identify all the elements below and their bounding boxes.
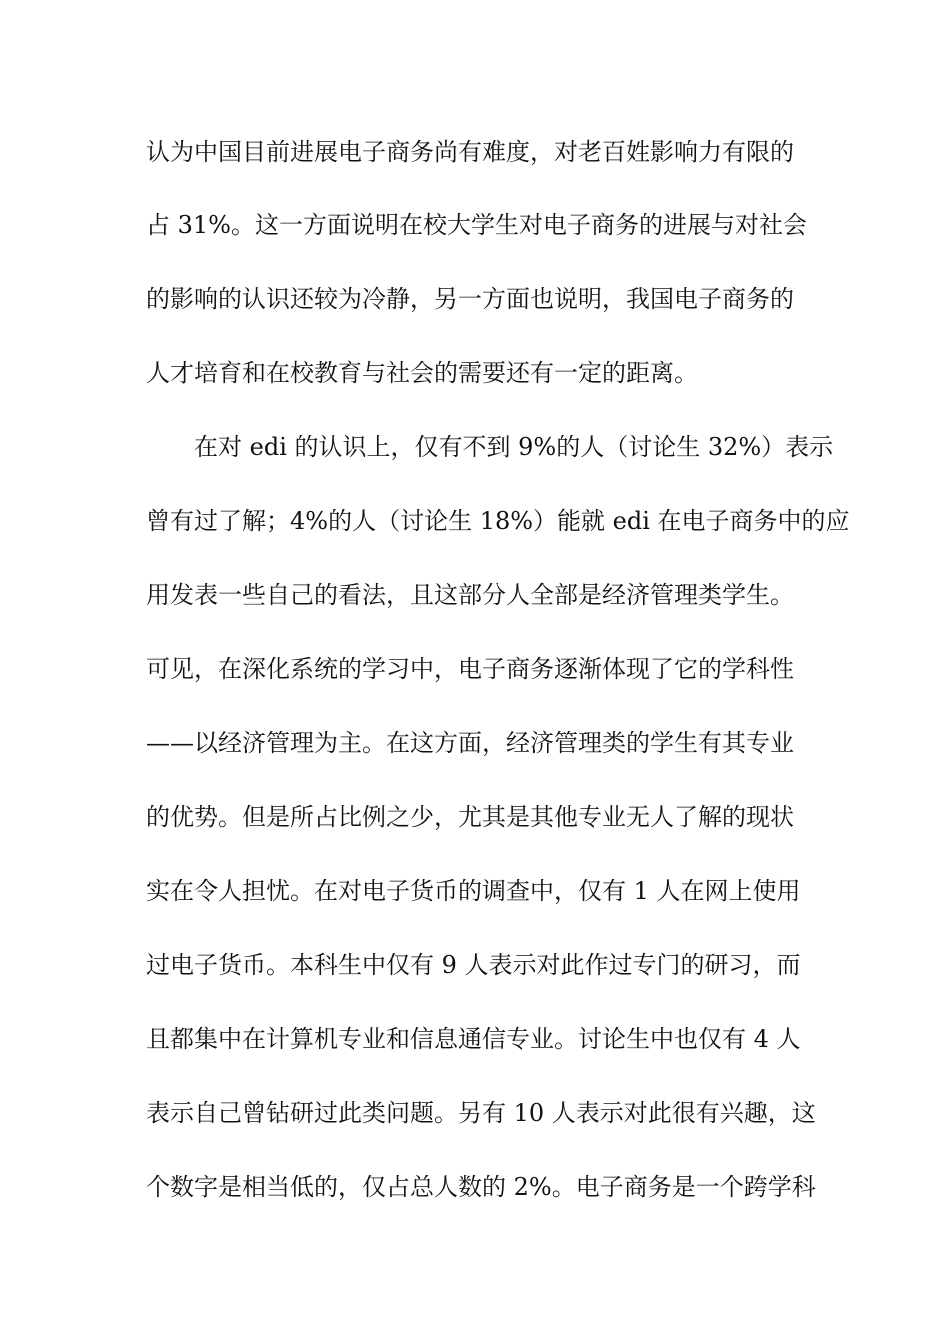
text-line: ——以经济管理为主。在这方面，经济管理类的学生有其专业 bbox=[146, 729, 794, 757]
text-line: 实在令人担忧。在对电子货币的调查中，仅有 1 人在网上使用 bbox=[146, 877, 801, 905]
text-line: 的影响的认识还较为冷静，另一方面也说明，我国电子商务的 bbox=[146, 285, 794, 313]
text-line: 占 31%。这一方面说明在校大学生对电子商务的进展与对社会 bbox=[146, 211, 807, 239]
text-line: 曾有过了解；4%的人（讨论生 18%）能就 edi 在电子商务中的应 bbox=[146, 507, 850, 535]
text-line: 且都集中在计算机专业和信息通信专业。讨论生中也仅有 4 人 bbox=[146, 1025, 801, 1053]
text-line: 人才培育和在校教育与社会的需要还有一定的距离。 bbox=[146, 359, 698, 387]
text-line: 的优势。但是所占比例之少，尤其是其他专业无人了解的现状 bbox=[146, 803, 794, 831]
text-line: 表示自己曾钻研过此类问题。另有 10 人表示对此很有兴趣，这 bbox=[146, 1099, 816, 1127]
text-line: 认为中国目前进展电子商务尚有难度，对老百姓影响力有限的 bbox=[146, 138, 794, 166]
text-line: 在对 edi 的认识上，仅有不到 9%的人（讨论生 32%）表示 bbox=[194, 433, 834, 461]
text-line: 过电子货币。本科生中仅有 9 人表示对此作过专门的研习，而 bbox=[146, 951, 801, 979]
text-line: 可见，在深化系统的学习中，电子商务逐渐体现了它的学科性 bbox=[146, 655, 794, 683]
text-line: 个数字是相当低的，仅占总人数的 2%。电子商务是一个跨学科 bbox=[146, 1173, 816, 1201]
text-line: 用发表一些自己的看法，且这部分人全部是经济管理类学生。 bbox=[146, 581, 794, 609]
